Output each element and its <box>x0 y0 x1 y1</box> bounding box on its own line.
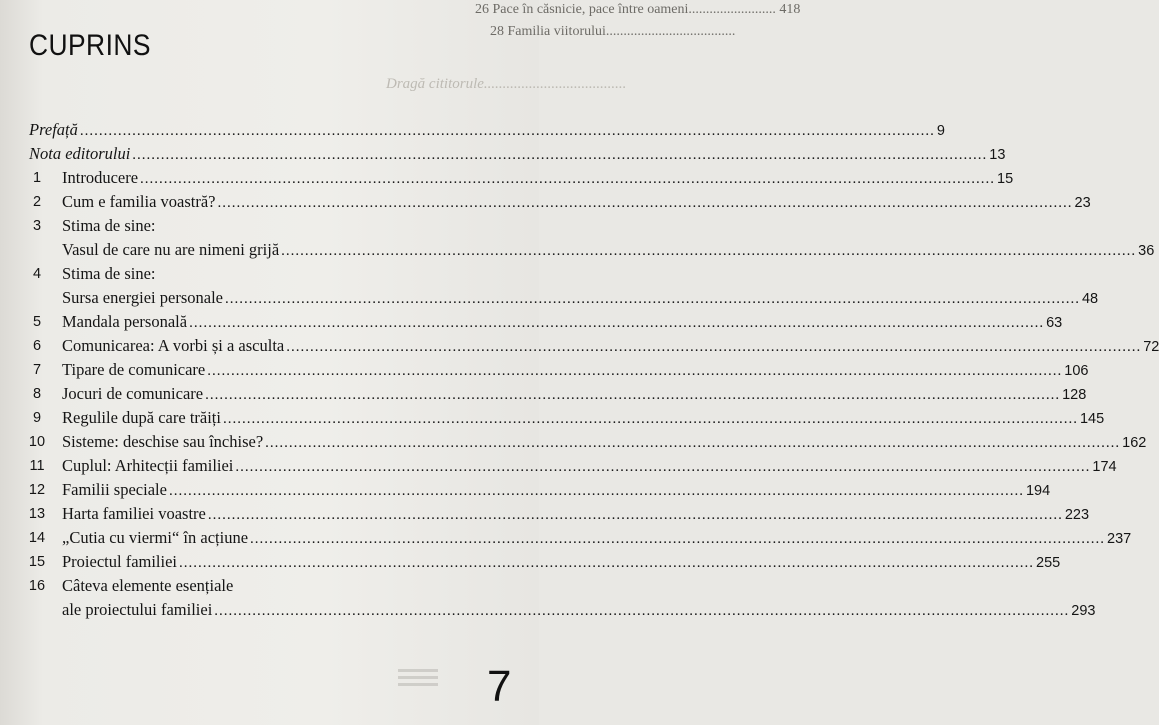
toc-page-number: 174 <box>1092 459 1117 475</box>
toc-entry-title: Tipare de comunicare <box>62 360 206 379</box>
leader-dots <box>218 191 1073 215</box>
leader-dots <box>223 407 1078 431</box>
chapter-number: 1 <box>32 170 42 186</box>
toc-entry-chapter-16 <box>0 574 539 598</box>
toc-entry-chapter-6 <box>0 334 1159 358</box>
toc-page-number: 162 <box>1122 435 1147 451</box>
leader-dots <box>208 503 1063 527</box>
leader-dots <box>225 287 1080 311</box>
toc-page-number: 293 <box>1071 603 1096 619</box>
chapter-number: 8 <box>32 386 42 402</box>
toc-entry-chapter-13 <box>0 502 1090 526</box>
leader-dots <box>281 239 1136 263</box>
toc-entry-title: Cum e familia voastră? <box>62 192 216 211</box>
toc-entry-chapter-9 <box>0 406 1105 430</box>
leader-dots <box>250 527 1105 551</box>
leader-dots <box>132 143 987 167</box>
leader-dots <box>169 479 1024 503</box>
chapter-number: 15 <box>28 554 46 570</box>
toc-entry-title: Proiectul familiei <box>62 552 178 571</box>
bleed-through-line: 26 Pace în căsnicie, pace între oameni......................... 418 <box>475 2 801 17</box>
toc-entry-chapter-8 <box>0 382 1087 406</box>
toc-entry-chapter-10 <box>0 430 1147 454</box>
leader-dots <box>207 359 1062 383</box>
toc-entry-chapter-14 <box>0 526 1132 550</box>
toc-entry-title: Nota editorului <box>29 144 131 163</box>
chapter-number: 2 <box>32 194 42 210</box>
leader-dots <box>205 383 1060 407</box>
bleed-through-smudge <box>398 665 438 695</box>
toc-page-number: 13 <box>989 147 1006 163</box>
chapter-number: 16 <box>28 578 46 594</box>
toc-entry-chapter-3-continuation <box>0 238 1155 262</box>
toc-entry-chapter-5 <box>0 310 1063 334</box>
leader-dots <box>214 599 1069 623</box>
chapter-number: 10 <box>28 434 46 450</box>
toc-entry-subtitle: ale proiectului familiei <box>62 600 213 619</box>
toc-page-number: 72 <box>1143 339 1159 355</box>
bleed-through-line: Dragă cititorule...................................... <box>386 76 627 92</box>
leader-dots <box>265 431 1120 455</box>
page-title: CUPRINS <box>29 29 151 62</box>
toc-entry-chapter-2 <box>0 190 1091 214</box>
toc-page-number: 128 <box>1062 387 1087 403</box>
bleed-through-line: 28 Familia viitorului..................................... <box>490 24 736 39</box>
toc-entry-chapter-3 <box>0 214 539 238</box>
chapter-number: 7 <box>32 362 42 378</box>
toc-entry-title: Câteva elemente esențiale <box>62 576 234 595</box>
toc-page-number: 63 <box>1046 315 1063 331</box>
toc-entry-chapter-4-continuation <box>0 286 1099 310</box>
toc-page-number: 145 <box>1079 411 1105 427</box>
toc-entry-title: Cuplul: Arhitecții familiei <box>62 456 234 475</box>
chapter-number: 3 <box>32 218 42 234</box>
toc-entry-title: Familii speciale <box>62 480 167 499</box>
toc-entry-chapter-12 <box>0 478 1051 502</box>
toc-entry-title: Sisteme: deschise sau închise? <box>62 432 264 451</box>
chapter-number: 12 <box>28 482 46 498</box>
leader-dots <box>189 311 1044 335</box>
chapter-number: 6 <box>32 338 42 354</box>
toc-page-number: 223 <box>1064 507 1090 523</box>
chapter-number: 13 <box>28 506 46 522</box>
toc-page-number: 15 <box>997 171 1014 187</box>
toc-page-number: 36 <box>1138 243 1155 259</box>
chapter-number: 4 <box>32 266 42 282</box>
toc-entry-title: Stima de sine: <box>62 216 156 235</box>
toc-entry-chapter-15 <box>0 550 1061 574</box>
toc-page-number: 48 <box>1081 291 1099 307</box>
toc-entry-title: Mandala personală <box>62 312 188 331</box>
toc-entry-title: Harta familiei voastre <box>62 504 206 523</box>
toc-entry-subtitle: Vasul de care nu are nimeni grijă <box>62 240 280 259</box>
toc-page-number: 9 <box>936 123 945 139</box>
toc-entry-title: Introducere <box>62 168 139 187</box>
leader-dots <box>80 119 935 143</box>
toc-entry-title: Jocuri de comunicare <box>62 384 204 403</box>
toc-page-number: 237 <box>1107 531 1132 547</box>
toc-entry-chapter-1 <box>0 166 1014 190</box>
leader-dots <box>235 455 1090 479</box>
leader-dots <box>140 167 995 191</box>
toc-page-number: 23 <box>1074 195 1091 211</box>
toc-entry-chapter-11 <box>0 454 1117 478</box>
leader-dots <box>286 335 1141 359</box>
toc-entry-title: „Cutia cu viermi“ în acțiune <box>62 528 249 547</box>
toc-entry-subtitle: Sursa energiei personale <box>62 288 223 307</box>
toc-entry-title: Comunicarea: A vorbi și a asculta <box>62 336 285 355</box>
toc-entry-title: Regulile după care trăiți <box>62 408 221 427</box>
toc-entry-title: Stima de sine: <box>62 264 156 283</box>
toc-entry-chapter-16-continuation <box>0 598 1096 622</box>
toc-page-number: 255 <box>1036 555 1061 571</box>
toc-entry-title: Prefață <box>29 120 78 139</box>
toc-page-number: 106 <box>1064 363 1089 379</box>
toc-entry-chapter-7 <box>0 358 1089 382</box>
toc-page-number: 194 <box>1025 483 1051 499</box>
chapter-number: 9 <box>32 410 42 426</box>
chapter-number: 11 <box>29 458 45 474</box>
toc-entry-prefata <box>0 118 945 142</box>
chapter-number: 5 <box>32 314 42 330</box>
toc-entry-nota-editorului <box>0 142 1006 166</box>
chapter-number: 14 <box>28 530 46 546</box>
leader-dots <box>179 551 1034 575</box>
toc-entry-chapter-4 <box>0 262 539 286</box>
page-number: 7 <box>487 662 512 711</box>
